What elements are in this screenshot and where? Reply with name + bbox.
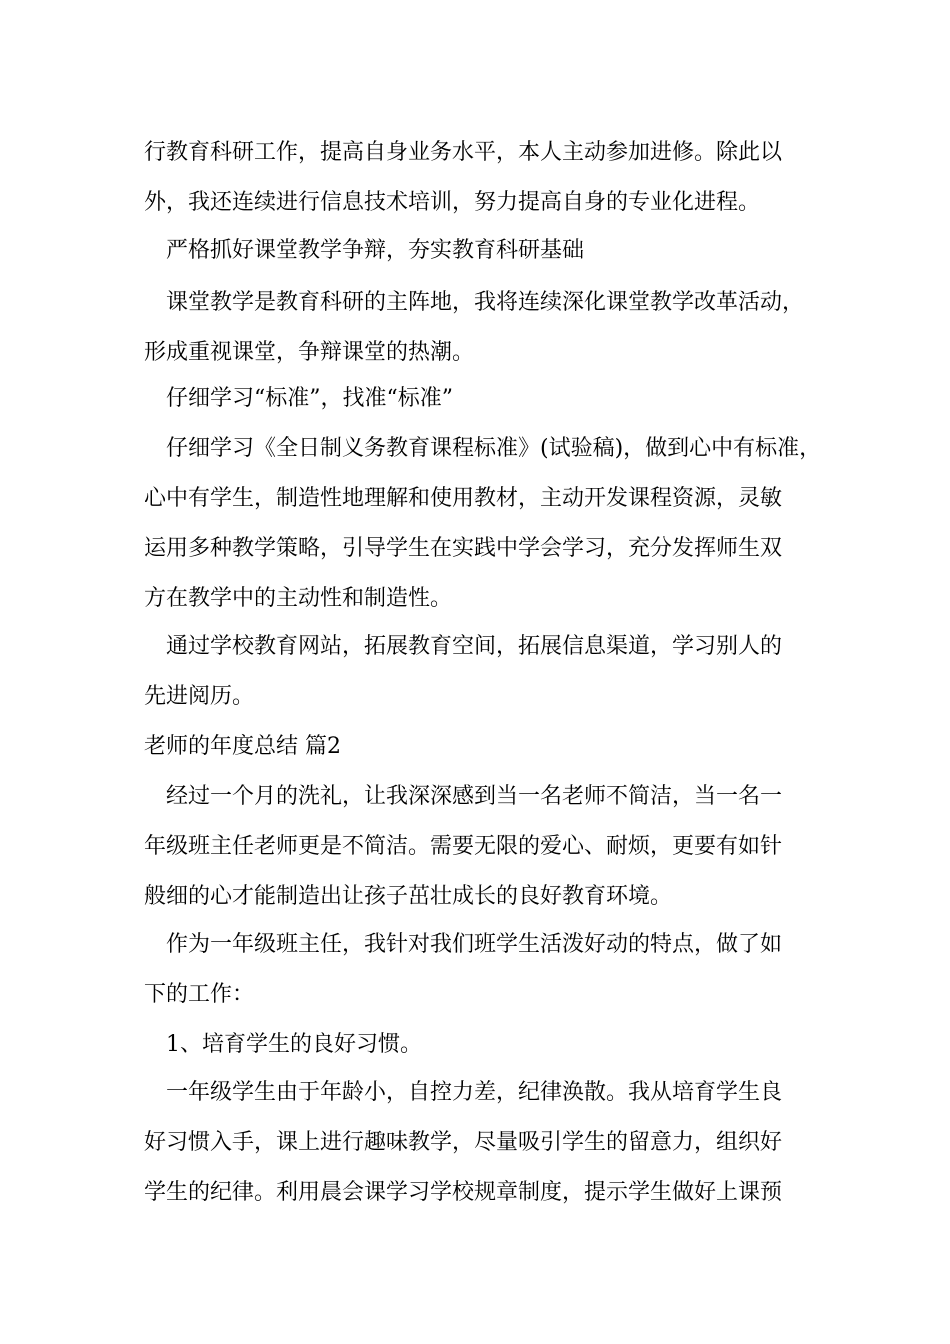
- text-line: 课堂教学是教育科研的主阵地，我将连续深化课堂教学改革活动，: [166, 290, 805, 315]
- paragraph-classroom-body: [144, 278, 824, 378]
- text-line: 严格抓好课堂教学争辩，夯实教育科研基础: [166, 238, 585, 263]
- text-line: 年级班主任老师更是不简洁。需要无限的爱心、耐烦，更要有如针: [144, 834, 783, 859]
- text-line: 形成重视课堂，争辩课堂的热潮。: [144, 340, 475, 365]
- text-line: 运用多种教学策略，引导学生在实践中学会学习，充分发挥师生双: [144, 536, 783, 561]
- heading-text: 老师的年度总结 篇2: [144, 734, 341, 759]
- text-line: 外，我还连续进行信息技术培训，努力提高自身的专业化进程。: [144, 190, 761, 215]
- text-line: 行教育科研工作，提高自身业务水平，本人主动参加进修。除此以: [144, 140, 783, 165]
- text-line: 仔细学习“标准”，找准“标准”: [166, 386, 453, 411]
- text-line: 方在教学中的主动性和制造性。: [144, 586, 453, 611]
- text-line: 仔细学习《全日制义务教育课程标准》(试验稿)，做到心中有标准，: [166, 436, 822, 461]
- text-line: 先进阅历。: [144, 684, 255, 709]
- paragraph-research-continuation: [144, 128, 824, 228]
- paragraph-standard-body: [144, 424, 824, 624]
- text-line: 下的工作：: [144, 982, 255, 1007]
- paragraph-habits-body: [144, 1068, 824, 1218]
- text-line: 心中有学生，制造性地理解和使用教材，主动开发课程资源，灵敏: [144, 486, 783, 511]
- section-heading: [144, 722, 341, 772]
- paragraph-first-month: [144, 772, 824, 922]
- text-line: 一年级学生由于年龄小，自控力差，纪律涣散。我从培育学生良: [166, 1080, 783, 1105]
- text-line: 1、培育学生的良好习惯。: [166, 1032, 422, 1057]
- paragraph-website: [144, 622, 824, 722]
- text-line: 好习惯入手，课上进行趣味教学，尽量吸引学生的留意力，组织好: [144, 1130, 783, 1155]
- text-line: 经过一个月的洗礼，让我深深感到当一名老师不简洁，当一名一: [166, 784, 783, 809]
- text-line: 作为一年级班主任，我针对我们班学生活泼好动的特点，做了如: [166, 932, 783, 957]
- text-line: 学生的纪律。利用晨会课学习学校规章制度，提示学生做好上课预: [144, 1180, 783, 1205]
- paragraph-classroom-subheading: [144, 226, 824, 276]
- text-line: 般细的心才能制造出让孩子茁壮成长的良好教育环境。: [144, 884, 673, 909]
- paragraph-standard-subheading: [144, 374, 824, 424]
- text-line: 通过学校教育网站，拓展教育空间，拓展信息渠道，学习别人的: [166, 634, 783, 659]
- paragraph-class-teacher: [144, 920, 824, 1020]
- list-item-habits: [144, 1020, 824, 1070]
